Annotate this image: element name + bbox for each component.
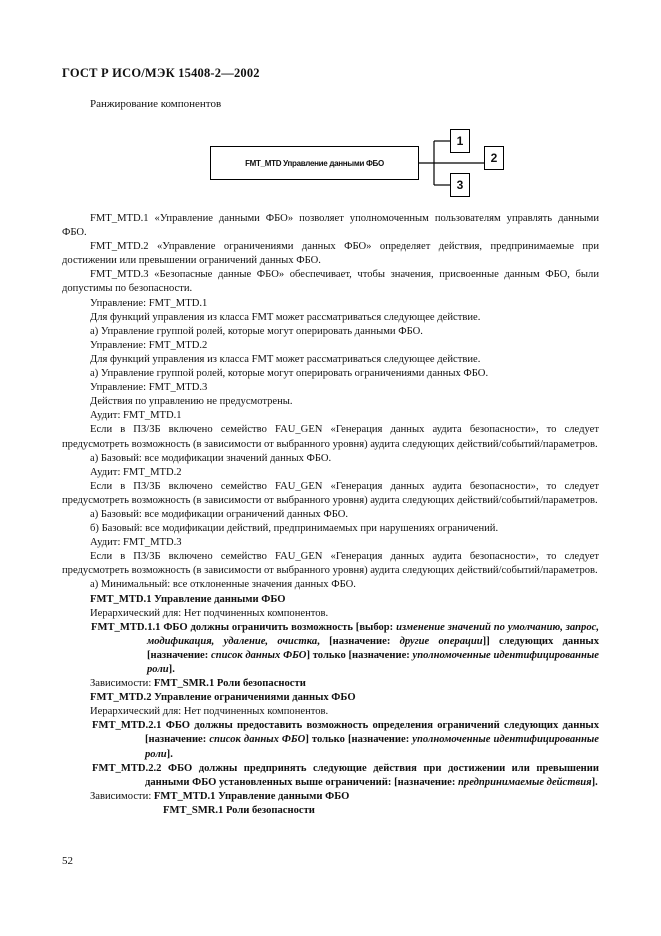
audit-mtd1-item-a: а) Базовый: все модификации значений данных ФБО. [90, 452, 332, 464]
management-mtd2-item-a: а) Управление группой ролей, которые могут оперировать ограничениями данных ФБО. [90, 368, 489, 380]
element-mtd1-1: FMT_MTD.1.1 ФБО должны ограничить возможность [выбор: изменение значений по умолчанию, запрос, модификация, удаление, очистка, [назначение: другие операции]] следующих данных [назначение: список данных ФБО] только [назначение: уполномоченные идентифицированные роли]. [91, 621, 600, 675]
audit-mtd1-heading: Аудит: FMT_MTD.1 [90, 410, 182, 422]
component-mtd2-hierarchy: Иерархический для: Нет подчиненных компонентов. [90, 706, 329, 718]
document-body [62, 212, 599, 818]
paragraph-mtd2-desc: FMT_MTD.2 «Управление ограничениями данных ФБО» определяет действия, предпринимаемые при достижении или превышении ограничений данных ФБО. [62, 241, 599, 267]
component-mtd2-dependencies: Зависимости: FMT_MTD.1 Управление данными ФБО [90, 790, 350, 802]
management-mtd1-item-a: а) Управление группой ролей, которые могут оперировать данными ФБО. [90, 325, 423, 337]
diagram-box-1: 1 [450, 129, 470, 153]
audit-mtd1-text: Если в ПЗ/ЗБ включено семейство FAU_GEN «Генерация данных аудита безопасности», то следует предусмотреть возможность (в зависимости от выбранного уровня) аудита следующих действий/событий/параметров. [62, 424, 599, 450]
audit-mtd3-text: Если в ПЗ/ЗБ включено семейство FAU_GEN «Генерация данных аудита безопасности», то следует предусмотреть возможность (в зависимости от выбранного уровня) аудита следующих действий/событий/параметров. [62, 551, 599, 577]
audit-mtd2-item-a: а) Базовый: все модификации ограничений данных ФБО. [90, 508, 349, 520]
audit-mtd2-item-b: б) Базовый: все модификации действий, предпринимаемых при нарушениях ограничений. [90, 523, 499, 535]
audit-mtd3-item-a: а) Минимальный: все отклоненные значения данных ФБО. [90, 579, 356, 591]
element-mtd2-2-id: FMT_MTD.2.2 [92, 762, 162, 774]
diagram-connectors [0, 0, 661, 230]
diagram-main-box: FMT_MTD Управление данными ФБО [210, 146, 419, 180]
paragraph-mtd1-desc: FMT_MTD.1 «Управление данными ФБО» позволяет уполномоченным пользователям управлять данными ФБО. [62, 213, 599, 239]
component-mtd2-title: FMT_MTD.2 Управление ограничениями данных ФБО [90, 692, 356, 704]
element-mtd2-1: FMT_MTD.2.1 ФБО должны предоставить возможность определения ограничений следующих данных [назначение: список данных ФБО] только [назначение: уполномоченные идентифицированные роли]. [92, 720, 599, 760]
audit-mtd2-text: Если в ПЗ/ЗБ включено семейство FAU_GEN «Генерация данных аудита безопасности», то следует предусмотреть возможность (в зависимости от выбранного уровня) аудита следующих действий/событий/параметров. [62, 480, 599, 506]
element-mtd1-1-id: FMT_MTD.1.1 [91, 621, 161, 633]
component-mtd1-hierarchy: Иерархический для: Нет подчиненных компонентов. [90, 607, 329, 619]
document-header: ГОСТ Р ИСО/МЭК 15408-2—2002 [62, 66, 260, 80]
ranking-label: Ранжирование компонентов [90, 98, 222, 110]
component-mtd1-title: FMT_MTD.1 Управление данными ФБО [90, 593, 286, 605]
component-mtd1-dependencies: Зависимости: FMT_SMR.1 Роли безопасности [90, 678, 306, 690]
audit-mtd3-heading: Аудит: FMT_MTD.3 [90, 537, 182, 549]
paragraph-mtd3-desc: FMT_MTD.3 «Безопасные данные ФБО» обеспечивает, чтобы значения, присвоенные данным ФБО, были допустимы по безопасности. [62, 269, 599, 295]
page-number: 52 [62, 855, 73, 867]
management-mtd3-text: Действия по управлению не предусмотрены. [90, 396, 293, 408]
diagram-box-3: 3 [450, 173, 470, 197]
component-ranking-diagram [0, 0, 661, 230]
element-mtd2-1-id: FMT_MTD.2.1 [92, 720, 162, 732]
management-mtd2-text: Для функций управления из класса FMT может рассматриваться следующее действие. [90, 353, 481, 365]
diagram-box-2: 2 [484, 146, 504, 170]
component-mtd2-dependencies-cont: FMT_SMR.1 Роли безопасности [163, 804, 315, 816]
management-mtd1-heading: Управление: FMT_MTD.1 [90, 297, 208, 309]
audit-mtd2-heading: Аудит: FMT_MTD.2 [90, 466, 182, 478]
management-mtd3-heading: Управление: FMT_MTD.3 [90, 382, 208, 394]
management-mtd1-text: Для функций управления из класса FMT может рассматриваться следующее действие. [90, 311, 481, 323]
element-mtd2-2: FMT_MTD.2.2 ФБО должны предпринять следующие действия при достижении или превышении данными ФБО установленных выше ограничений: [назначение: предпринимаемые действия]. [92, 762, 599, 788]
management-mtd2-heading: Управление: FMT_MTD.2 [90, 339, 208, 351]
